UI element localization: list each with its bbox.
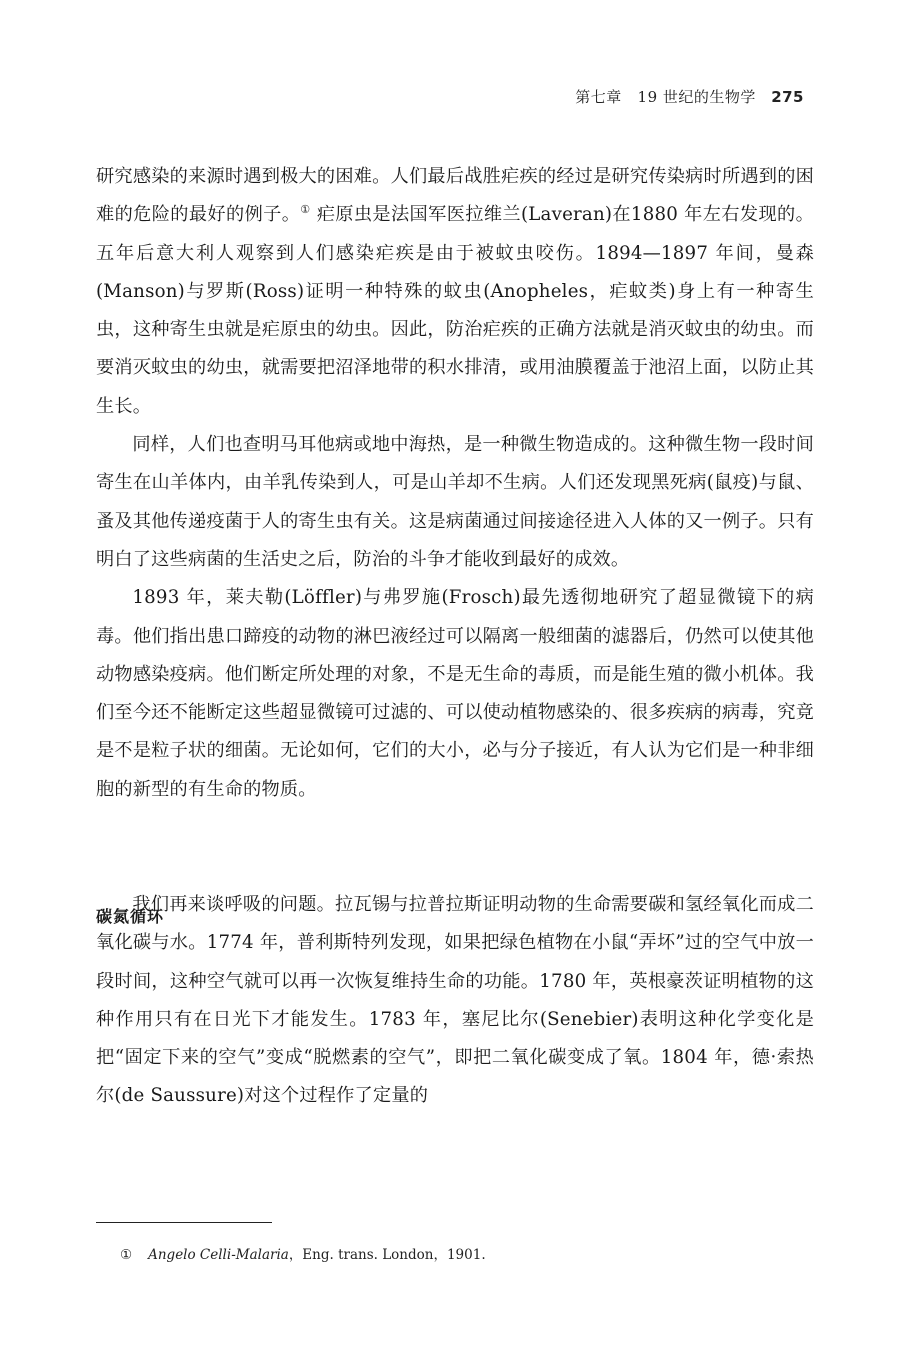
chapter-label: 第七章 — [575, 88, 622, 106]
footnote-divider — [96, 1222, 272, 1223]
section-heading: 碳氮循环 — [96, 907, 165, 926]
footnote-mark: ① — [120, 1247, 133, 1263]
paragraph-3: 1893 年，莱夫勒(Löffler)与弗罗施(Frosch)最先透彻地研究了超显微镜下的病毒。他们指出患口蹄疫的动物的淋巴液经过可以隔离一般细菌的滤器后，仍然可以使其他动物感染疫病。他们断定所处理的对象，不是无生命的毒质，而是能生殖的微小机体。我们至今还不能断定这些超显微镜可过滤的、可以使动植物感染的、很多疾病的病毒，究竟是不是粒子状的细菌。无论如何，它们的大小，必与分子接近，有人认为它们是一种非细胞的新型的有生命的物质。 — [96, 587, 814, 800]
footnote — [120, 1243, 486, 1263]
paragraph-1-text-b: 疟原虫是法国军医拉维兰(Laveran)在1880 年左右发现的。五年后意大利人观察到人们感染疟疾是由于被蚊虫咬伤。1894—1897 年间，曼森(Manson)与罗斯(Ross)证明一种特殊的蚊虫(Anopheles，疟蚊类)身上有一种寄生虫，这种寄生虫就是疟原虫的幼虫。因此，防治疟疾的正确方法就是消灭蚊虫的幼虫。而要消灭蚊虫的幼虫，就需要把沼泽地带的积水排清，或用油膜覆盖于池沼上面，以防止其生长。 — [96, 204, 814, 417]
paragraph-1 — [96, 158, 814, 426]
main-text-top — [96, 158, 814, 809]
main-text-bottom — [96, 886, 814, 1116]
running-header — [575, 86, 804, 107]
paragraph-4: 我们再来谈呼吸的问题。拉瓦锡与拉普拉斯证明动物的生命需要碳和氢经氧化而成二氧化碳与水。1774 年，普利斯特列发现，如果把绿色植物在小鼠“弄坏”过的空气中放一段时间，这种空气就可以再一次恢复维持生命的功能。1780 年，英根豪茨证明植物的这种作用只有在日光下才能发生。1783 年，塞尼比尔(Senebier)表明这种化学变化是把“固定下来的空气”变成“脱燃素的空气”，即把二氧化碳变成了氧。1804 年，德·索热尔(de Saussure)对这个过程作了定量的 — [96, 894, 814, 1107]
footnote-title: Angelo Celli-Malaria — [148, 1247, 289, 1263]
page-number: 275 — [771, 88, 804, 106]
footnote-rest: ，Eng. trans. London，1901. — [288, 1247, 486, 1263]
paragraph-2: 同样，人们也查明马耳他病或地中海热，是一种微生物造成的。这种微生物一段时间寄生在山羊体内，由羊乳传染到人，可是山羊却不生病。人们还发现黑死病(鼠疫)与鼠、蚤及其他传递疫菌于人的寄生虫有关。这是病菌通过间接途径进入人体的又一例子。只有明白了这些病菌的生活史之后，防治的斗争才能收到最好的成效。 — [96, 434, 814, 570]
footnote-reference[interactable]: ① — [300, 203, 311, 217]
chapter-title: 19 世纪的生物学 — [637, 88, 756, 106]
paragraph-1-text-a: 研究感染的来源时遇到极大的困难。人们最后战胜疟疾的经过是研究传染病时所遇到的困难的危险的最好的例子。 — [96, 166, 814, 226]
